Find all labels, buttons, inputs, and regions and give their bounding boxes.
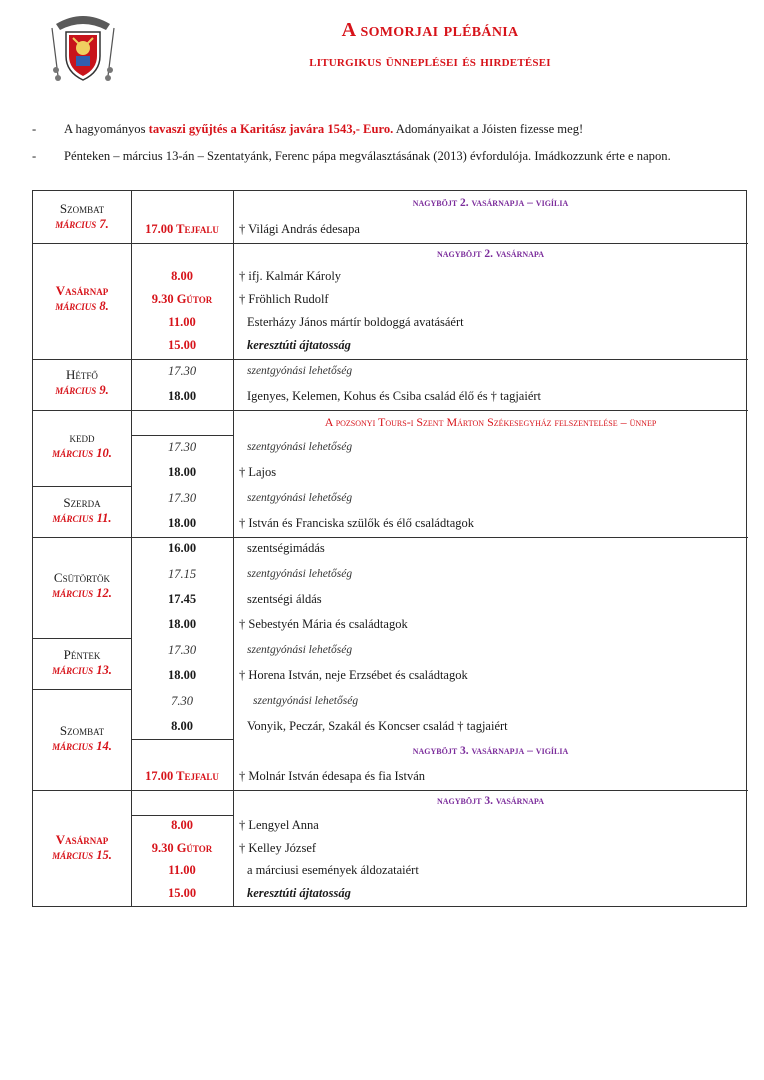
day-name: Csütörtök — [53, 570, 111, 585]
day-name: Szombat — [59, 201, 105, 216]
announcement-dash: - — [32, 149, 37, 163]
day-date: március 8. — [55, 299, 109, 313]
announcement-text: A hagyományos — [64, 122, 149, 136]
mass-time: 9.30 Gútor — [151, 292, 213, 306]
day-name: kedd — [69, 430, 95, 445]
mass-intention: † Kelley József — [239, 841, 317, 855]
mass-intention: † Lajos — [239, 465, 277, 479]
mass-intention: Vonyik, Peczár, Szakál és Koncser család † tagjaiért — [247, 719, 508, 733]
mass-time: 11.00 — [168, 863, 196, 877]
mass-time: 18.00 — [167, 617, 197, 631]
confession-note: szentgyónási lehetőség — [253, 695, 359, 707]
day-cell — [33, 430, 131, 461]
announcement-text-end: Adományaikat a Jóisten fizesse meg! — [393, 122, 584, 136]
mass-time: 17.30 — [167, 364, 197, 378]
liturgical-heading: nagyböjt 3. vasárnapa — [437, 795, 544, 807]
day-cell — [33, 201, 131, 232]
day-date: március 15. — [52, 848, 112, 862]
day-date: március 11. — [52, 511, 112, 525]
day-name: Hétfő — [66, 367, 98, 382]
day-cell — [33, 647, 131, 678]
devotion-label: keresztúti ájtatosság — [247, 338, 351, 352]
confession-note: szentgyónási lehetőség — [247, 568, 353, 580]
mass-intention: † Molnár István édesapa és fia István — [239, 769, 426, 783]
liturgical-heading: nagyböjt 3. vasárnapja – vigília — [412, 745, 569, 757]
mass-intention: † Fröhlich Rudolf — [239, 292, 329, 306]
announcement-highlight: tavaszi gyűjtés a Karitász javára 1543,- Euro. — [148, 122, 394, 136]
day-name: Vasárnap — [55, 283, 109, 298]
day-cell — [33, 832, 131, 863]
announcement-dash: - — [32, 122, 37, 136]
mass-time: 17.45 — [167, 592, 197, 606]
day-date: március 14. — [52, 739, 112, 753]
day-name: Szombat — [59, 723, 105, 738]
mass-time: 17.15 — [167, 567, 197, 581]
day-date: március 10. — [52, 446, 112, 460]
mass-time: 17.00 Tejfalu — [145, 769, 219, 783]
confession-note: szentgyónási lehetőség — [247, 441, 353, 453]
mass-intention: Esterházy János mártír boldoggá avatásáért — [247, 315, 464, 329]
mass-intention: † ifj. Kalmár Károly — [239, 269, 342, 283]
confession-note: szentgyónási lehetőség — [247, 492, 353, 504]
devotion-label: keresztúti ájtatosság — [247, 886, 351, 900]
day-date: március 7. — [55, 217, 109, 231]
mass-time: 9.30 Gútor — [151, 841, 213, 855]
confession-note: szentgyónási lehetőség — [247, 365, 353, 377]
mass-intention: † István és Franciska szülők és élő családtagok — [239, 516, 475, 530]
mass-time: 8.00 — [171, 719, 193, 733]
benediction-label: szentségi áldás — [247, 592, 322, 606]
mass-time: 16.00 — [167, 541, 197, 555]
mass-intention: Igenyes, Kelemen, Kohus és Csiba család élő és † tagjaiért — [247, 389, 542, 403]
liturgical-heading: nagyböjt 2. vasárnapja – vigília — [412, 197, 569, 209]
day-name: Szerda — [63, 495, 101, 510]
day-cell — [33, 495, 131, 526]
day-cell — [33, 367, 131, 398]
mass-intention: † Világi András édesapa — [239, 222, 360, 236]
mass-time: 7.30 — [171, 694, 193, 708]
feast-heading: A pozsonyi Tours-i Szent Márton Székesegyház felszentelése – ünnep — [324, 415, 657, 429]
mass-time: 17.30 — [167, 491, 197, 505]
adoration-label: szentségimádás — [247, 541, 325, 555]
mass-intention: † Sebestyén Mária és családtagok — [239, 617, 408, 631]
mass-time: 18.00 — [167, 516, 197, 530]
mass-time: 8.00 — [171, 818, 193, 832]
announcement-text: Pénteken – március 13-án – Szentatyánk, Ferenc pápa megválasztásának (2013) évfordulója. Imádkozzunk érte e napon. — [64, 149, 671, 163]
day-cell — [33, 723, 131, 754]
day-date: március 12. — [52, 586, 112, 600]
parish-coat-of-arms-icon — [46, 10, 120, 84]
mass-time: 15.00 — [167, 338, 197, 352]
day-cell — [33, 283, 131, 314]
page-subtitle: liturgikus ünneplései és hirdetései — [309, 53, 551, 70]
schedule-table — [32, 190, 747, 907]
mass-time: 18.00 — [167, 389, 197, 403]
mass-intention: † Lengyel Anna — [239, 818, 319, 832]
day-name: Vasárnap — [55, 832, 109, 847]
page-title: A somorjai plébánia — [341, 19, 519, 41]
day-name: Péntek — [63, 647, 101, 662]
day-cell — [33, 570, 131, 601]
mass-time: 8.00 — [171, 269, 193, 283]
day-date: március 9. — [55, 383, 109, 397]
mass-time: 18.00 — [167, 668, 197, 682]
mass-time: 17.30 — [167, 440, 197, 454]
mass-time: 17.00 Tejfalu — [145, 222, 219, 236]
mass-time: 18.00 — [167, 465, 197, 479]
mass-time: 11.00 — [168, 315, 196, 329]
day-date: március 13. — [52, 663, 112, 677]
mass-time: 17.30 — [167, 643, 197, 657]
liturgical-heading: nagyböjt 2. vasárnapa — [437, 248, 544, 260]
mass-intention: † Horena István, neje Erzsébet és családtagok — [239, 668, 468, 682]
mass-intention: a márciusi események áldozataiért — [247, 863, 419, 877]
mass-time: 15.00 — [167, 886, 197, 900]
confession-note: szentgyónási lehetőség — [247, 644, 353, 656]
